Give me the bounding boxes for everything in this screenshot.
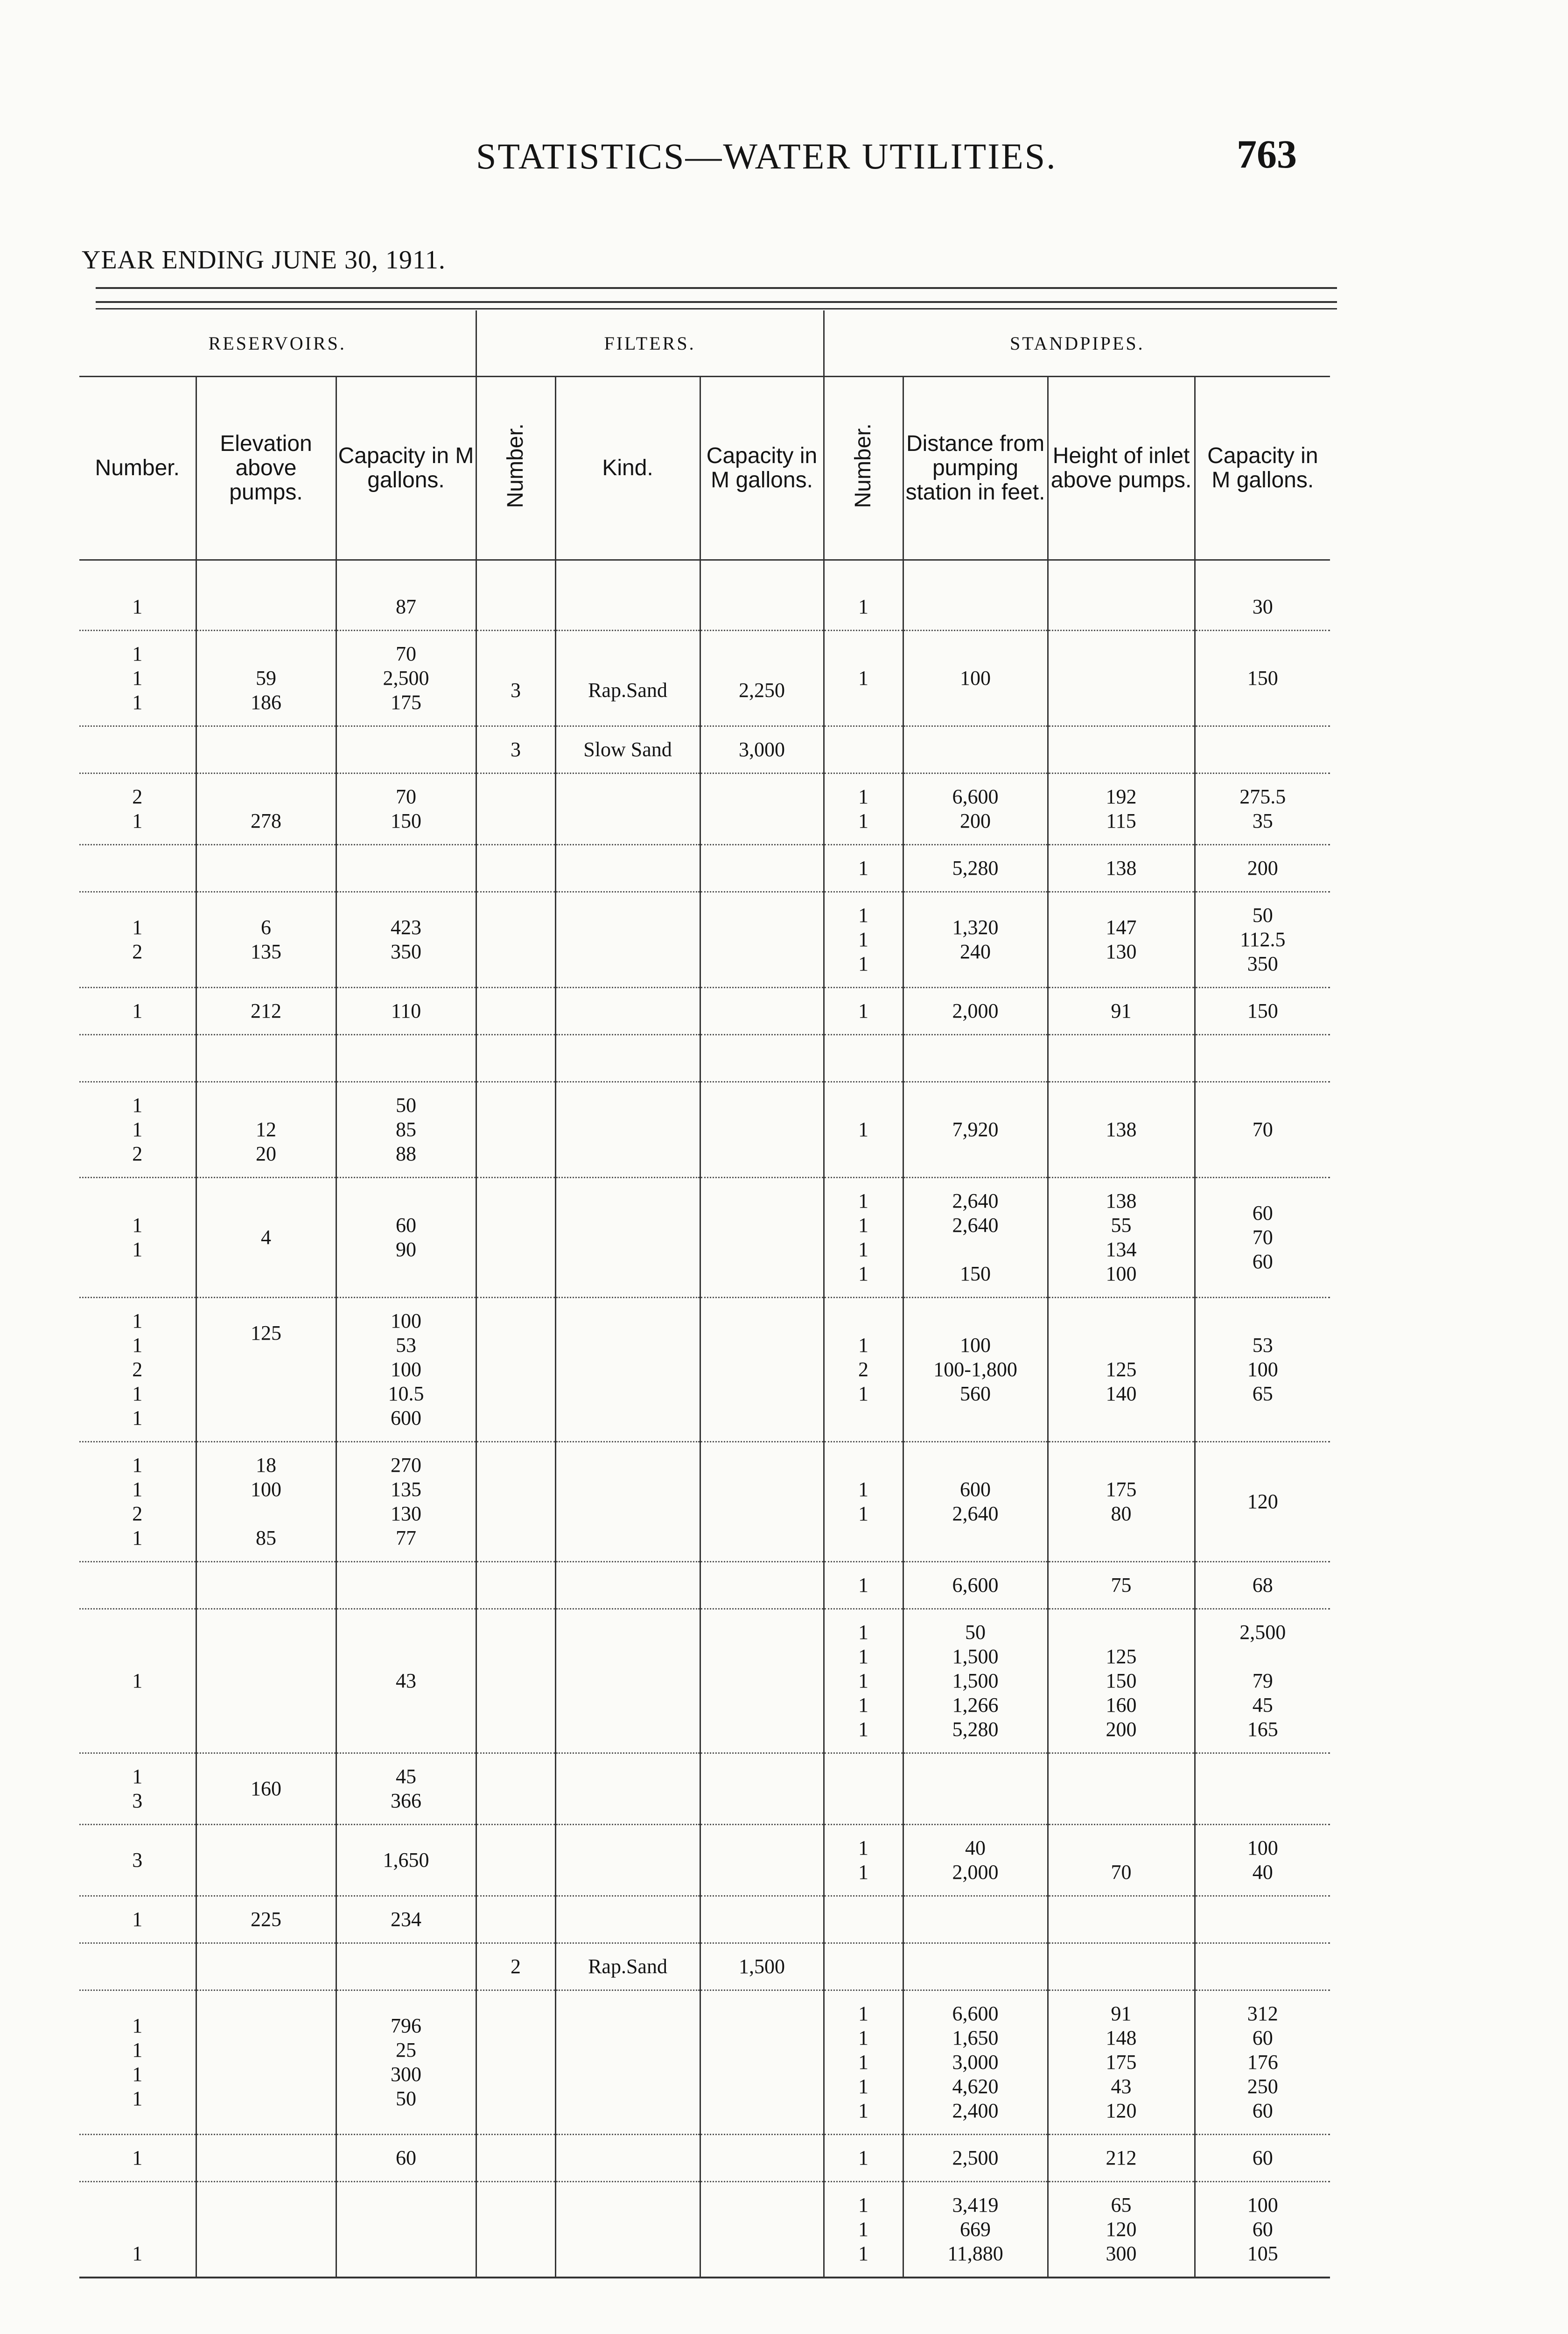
cell-fil-kind: Slow Sand bbox=[555, 726, 700, 773]
table-row bbox=[79, 988, 1330, 1035]
cell-res-capacity: 270 135 130 77 bbox=[336, 1442, 476, 1562]
cell-std-number: 1 bbox=[824, 988, 903, 1035]
cell-std-number: 1 1 1 bbox=[824, 892, 903, 988]
cell-std-distance: 2,000 bbox=[903, 988, 1048, 1035]
table-row bbox=[79, 1178, 1330, 1298]
cell-res-elevation: 6 135 bbox=[196, 892, 336, 988]
cell-fil-capacity bbox=[700, 1990, 824, 2135]
cell-res-number bbox=[79, 1035, 196, 1082]
top-rule-thin bbox=[96, 308, 1337, 309]
spacer-cell bbox=[196, 560, 336, 584]
cell-std-capacity: 30 bbox=[1195, 584, 1330, 631]
cell-res-elevation: 18 100 85 bbox=[196, 1442, 336, 1562]
cell-std-number: 1 bbox=[824, 584, 903, 631]
cell-std-number: 1 1 1 1 1 bbox=[824, 1609, 903, 1753]
cell-std-distance: 3,419 669 11,880 bbox=[903, 2182, 1048, 2278]
cell-fil-number: 3 bbox=[476, 631, 555, 726]
cell-std-distance bbox=[903, 726, 1048, 773]
spacer-cell bbox=[336, 560, 476, 584]
cell-res-capacity: 70 150 bbox=[336, 773, 476, 845]
cell-fil-number bbox=[476, 1896, 555, 1943]
cell-std-distance: 5,280 bbox=[903, 845, 1048, 892]
cell-res-number: 1 1 1 1 bbox=[79, 1990, 196, 2135]
spacer-cell bbox=[824, 560, 903, 584]
cell-fil-kind bbox=[555, 845, 700, 892]
cell-res-number: 3 bbox=[79, 1825, 196, 1896]
cell-res-capacity: 234 bbox=[336, 1896, 476, 1943]
table-row bbox=[79, 773, 1330, 845]
table-row bbox=[79, 845, 1330, 892]
cell-res-elevation: 160 bbox=[196, 1753, 336, 1825]
cell-std-height: 192 115 bbox=[1048, 773, 1195, 845]
col-header-fil-capacity: Capacity in M gallons. bbox=[700, 377, 824, 560]
cell-fil-number: 3 bbox=[476, 726, 555, 773]
cell-fil-capacity bbox=[700, 1753, 824, 1825]
cell-std-distance: 6,600 bbox=[903, 1562, 1048, 1609]
cell-std-number: 1 bbox=[824, 1082, 903, 1178]
group-header-filters: FILTERS. bbox=[476, 310, 824, 377]
spacer-cell bbox=[1048, 560, 1195, 584]
cell-fil-kind bbox=[555, 1178, 700, 1298]
table-row bbox=[79, 1442, 1330, 1562]
spacer-cell bbox=[79, 560, 196, 584]
cell-std-distance: 6,600 1,650 3,000 4,620 2,400 bbox=[903, 1990, 1048, 2135]
cell-fil-capacity bbox=[700, 1082, 824, 1178]
col-header-fil-number bbox=[476, 377, 555, 560]
cell-std-height: 147 130 bbox=[1048, 892, 1195, 988]
cell-res-capacity bbox=[336, 845, 476, 892]
cell-std-distance: 6,600 200 bbox=[903, 773, 1048, 845]
cell-res-elevation: 212 bbox=[196, 988, 336, 1035]
col-header-std-number-text: Number. bbox=[851, 423, 876, 508]
col-header-std-distance: Distance from pumping station in feet. bbox=[903, 377, 1048, 560]
cell-res-elevation bbox=[196, 1609, 336, 1753]
cell-std-distance: 7,920 bbox=[903, 1082, 1048, 1178]
cell-std-capacity: 312 60 176 250 60 bbox=[1195, 1990, 1330, 2135]
table-row bbox=[79, 1825, 1330, 1896]
cell-res-number: 1 bbox=[79, 988, 196, 1035]
cell-std-capacity: 150 bbox=[1195, 988, 1330, 1035]
cell-std-height bbox=[1048, 1035, 1195, 1082]
group-header-standpipes: STANDPIPES. bbox=[824, 310, 1330, 377]
cell-std-height: 91 148 175 43 120 bbox=[1048, 1990, 1195, 2135]
table-row bbox=[79, 2182, 1330, 2278]
cell-std-height bbox=[1048, 1896, 1195, 1943]
cell-std-height bbox=[1048, 1943, 1195, 1990]
cell-fil-capacity bbox=[700, 1896, 824, 1943]
cell-res-number bbox=[79, 845, 196, 892]
table-row bbox=[79, 1082, 1330, 1178]
cell-res-capacity: 60 90 bbox=[336, 1178, 476, 1298]
cell-std-height: 138 bbox=[1048, 1082, 1195, 1178]
cell-fil-number bbox=[476, 1562, 555, 1609]
cell-fil-kind: Rap.Sand bbox=[555, 1943, 700, 1990]
table-row bbox=[79, 1990, 1330, 2135]
cell-std-capacity: 70 bbox=[1195, 1082, 1330, 1178]
col-header-std-number bbox=[824, 377, 903, 560]
cell-fil-number bbox=[476, 1990, 555, 2135]
cell-std-height: 75 bbox=[1048, 1562, 1195, 1609]
cell-fil-capacity bbox=[700, 1442, 824, 1562]
cell-std-number: 1 2 1 bbox=[824, 1298, 903, 1442]
spacer-cell bbox=[700, 560, 824, 584]
cell-fil-capacity bbox=[700, 988, 824, 1035]
col-header-res-elevation: Elevation above pumps. bbox=[196, 377, 336, 560]
cell-res-elevation: 278 bbox=[196, 773, 336, 845]
cell-res-elevation bbox=[196, 726, 336, 773]
cell-fil-number bbox=[476, 1442, 555, 1562]
cell-res-capacity: 423 350 bbox=[336, 892, 476, 988]
cell-res-elevation bbox=[196, 2135, 336, 2182]
cell-fil-kind bbox=[555, 2182, 700, 2278]
cell-fil-capacity bbox=[700, 1562, 824, 1609]
cell-std-height: 125 150 160 200 bbox=[1048, 1609, 1195, 1753]
cell-res-capacity bbox=[336, 1562, 476, 1609]
cell-std-number bbox=[824, 726, 903, 773]
cell-res-number: 1 bbox=[79, 2182, 196, 2278]
cell-fil-kind bbox=[555, 1753, 700, 1825]
cell-fil-number: 2 bbox=[476, 1943, 555, 1990]
cell-fil-number bbox=[476, 1035, 555, 1082]
water-utilities-table bbox=[79, 310, 1330, 2278]
table-row bbox=[79, 1609, 1330, 1753]
cell-fil-kind bbox=[555, 1298, 700, 1442]
col-header-fil-number-text: Number. bbox=[503, 423, 528, 508]
page-number: 763 bbox=[1237, 132, 1297, 176]
cell-std-capacity bbox=[1195, 1753, 1330, 1825]
cell-std-height: 138 55 134 100 bbox=[1048, 1178, 1195, 1298]
cell-fil-number bbox=[476, 1609, 555, 1753]
cell-std-distance: 2,640 2,640 150 bbox=[903, 1178, 1048, 1298]
cell-fil-capacity bbox=[700, 1609, 824, 1753]
cell-fil-kind bbox=[555, 1035, 700, 1082]
cell-fil-kind bbox=[555, 584, 700, 631]
cell-fil-number bbox=[476, 773, 555, 845]
cell-res-number: 2 1 bbox=[79, 773, 196, 845]
cell-std-capacity: 68 bbox=[1195, 1562, 1330, 1609]
spacer-row bbox=[79, 560, 1330, 584]
cell-std-height: 212 bbox=[1048, 2135, 1195, 2182]
cell-std-number: 1 1 bbox=[824, 773, 903, 845]
cell-res-number: 1 1 1 bbox=[79, 631, 196, 726]
table-row bbox=[79, 726, 1330, 773]
cell-std-height bbox=[1048, 631, 1195, 726]
cell-res-number: 1 bbox=[79, 2135, 196, 2182]
cell-fil-kind bbox=[555, 1825, 700, 1896]
cell-fil-kind bbox=[555, 988, 700, 1035]
cell-std-distance: 2,500 bbox=[903, 2135, 1048, 2182]
cell-fil-number bbox=[476, 845, 555, 892]
spacer-cell bbox=[903, 560, 1048, 584]
cell-res-elevation bbox=[196, 845, 336, 892]
cell-std-distance bbox=[903, 1753, 1048, 1825]
cell-res-capacity: 1,650 bbox=[336, 1825, 476, 1896]
cell-std-capacity: 200 bbox=[1195, 845, 1330, 892]
table-row bbox=[79, 1753, 1330, 1825]
table-row bbox=[79, 631, 1330, 726]
table-row bbox=[79, 1562, 1330, 1609]
cell-std-capacity: 53 100 65 bbox=[1195, 1298, 1330, 1442]
col-header-fil-kind: Kind. bbox=[555, 377, 700, 560]
cell-std-height: 175 80 bbox=[1048, 1442, 1195, 1562]
cell-fil-kind bbox=[555, 2135, 700, 2182]
cell-fil-capacity bbox=[700, 1298, 824, 1442]
cell-res-capacity: 796 25 300 50 bbox=[336, 1990, 476, 2135]
top-rule-double bbox=[96, 301, 1337, 303]
cell-std-capacity: 120 bbox=[1195, 1442, 1330, 1562]
cell-std-number: 1 1 bbox=[824, 1825, 903, 1896]
cell-res-capacity: 100 53 100 10.5 600 bbox=[336, 1298, 476, 1442]
cell-res-number: 1 3 bbox=[79, 1753, 196, 1825]
page-header-title: STATISTICS—WATER UTILITIES. bbox=[476, 136, 1057, 176]
cell-res-capacity: 87 bbox=[336, 584, 476, 631]
cell-std-height: 138 bbox=[1048, 845, 1195, 892]
cell-res-capacity: 60 bbox=[336, 2135, 476, 2182]
cell-std-number: 1 1 bbox=[824, 1442, 903, 1562]
cell-std-distance bbox=[903, 1896, 1048, 1943]
cell-fil-capacity bbox=[700, 1178, 824, 1298]
cell-res-capacity bbox=[336, 1035, 476, 1082]
cell-std-capacity bbox=[1195, 1896, 1330, 1943]
cell-std-distance bbox=[903, 1035, 1048, 1082]
cell-res-capacity: 43 bbox=[336, 1609, 476, 1753]
cell-res-elevation: 125 bbox=[196, 1298, 336, 1442]
group-header-reservoirs: RESERVOIRS. bbox=[79, 310, 476, 377]
cell-fil-capacity bbox=[700, 773, 824, 845]
cell-fil-number bbox=[476, 988, 555, 1035]
cell-res-number: 1 bbox=[79, 584, 196, 631]
cell-fil-number bbox=[476, 1298, 555, 1442]
cell-std-number bbox=[824, 1896, 903, 1943]
cell-std-capacity: 275.5 35 bbox=[1195, 773, 1330, 845]
col-header-res-capacity: Capacity in M gallons. bbox=[336, 377, 476, 560]
cell-fil-kind bbox=[555, 1609, 700, 1753]
cell-std-number bbox=[824, 1943, 903, 1990]
spacer-cell bbox=[1195, 560, 1330, 584]
cell-std-capacity bbox=[1195, 1943, 1330, 1990]
col-header-std-capacity: Capacity in M gallons. bbox=[1195, 377, 1330, 560]
cell-fil-kind bbox=[555, 1442, 700, 1562]
table-row bbox=[79, 1943, 1330, 1990]
cell-std-capacity: 60 70 60 bbox=[1195, 1178, 1330, 1298]
cell-fil-number bbox=[476, 1825, 555, 1896]
cell-fil-number bbox=[476, 892, 555, 988]
cell-fil-capacity: 3,000 bbox=[700, 726, 824, 773]
cell-std-distance: 100 100-1,800 560 bbox=[903, 1298, 1048, 1442]
spacer-cell bbox=[476, 560, 555, 584]
cell-fil-capacity bbox=[700, 892, 824, 988]
cell-res-capacity bbox=[336, 726, 476, 773]
cell-res-elevation bbox=[196, 584, 336, 631]
cell-std-height bbox=[1048, 726, 1195, 773]
cell-std-capacity: 100 60 105 bbox=[1195, 2182, 1330, 2278]
cell-std-height: 91 bbox=[1048, 988, 1195, 1035]
cell-res-elevation: 59 186 bbox=[196, 631, 336, 726]
cell-std-number: 1 bbox=[824, 631, 903, 726]
cell-std-height bbox=[1048, 1753, 1195, 1825]
cell-std-number: 1 bbox=[824, 845, 903, 892]
table-row bbox=[79, 2135, 1330, 2182]
cell-res-number: 1 1 bbox=[79, 1178, 196, 1298]
cell-std-capacity: 2,500 79 45 165 bbox=[1195, 1609, 1330, 1753]
cell-std-height: 65 120 300 bbox=[1048, 2182, 1195, 2278]
cell-res-elevation: 4 bbox=[196, 1178, 336, 1298]
cell-fil-capacity bbox=[700, 1035, 824, 1082]
cell-res-number: 1 2 bbox=[79, 892, 196, 988]
cell-std-number: 1 1 1 1 bbox=[824, 1178, 903, 1298]
cell-res-elevation bbox=[196, 1825, 336, 1896]
table-row bbox=[79, 1035, 1330, 1082]
cell-std-distance bbox=[903, 1943, 1048, 1990]
table-row bbox=[79, 1896, 1330, 1943]
cell-fil-number bbox=[476, 2182, 555, 2278]
cell-res-number bbox=[79, 726, 196, 773]
cell-res-elevation bbox=[196, 1562, 336, 1609]
cell-res-number: 1 1 2 1 bbox=[79, 1442, 196, 1562]
cell-std-height: 70 bbox=[1048, 1825, 1195, 1896]
cell-fil-number bbox=[476, 584, 555, 631]
cell-std-distance: 600 2,640 bbox=[903, 1442, 1048, 1562]
cell-std-number: 1 1 1 1 1 bbox=[824, 1990, 903, 2135]
cell-res-number bbox=[79, 1943, 196, 1990]
table-subtitle: YEAR ENDING JUNE 30, 1911. bbox=[82, 246, 446, 274]
cell-std-number: 1 bbox=[824, 2135, 903, 2182]
cell-fil-kind bbox=[555, 892, 700, 988]
cell-std-height: 125 140 bbox=[1048, 1298, 1195, 1442]
cell-res-elevation: 12 20 bbox=[196, 1082, 336, 1178]
cell-res-number: 1 1 2 1 1 bbox=[79, 1298, 196, 1442]
cell-fil-kind bbox=[555, 1896, 700, 1943]
cell-std-height bbox=[1048, 584, 1195, 631]
cell-fil-number bbox=[476, 1178, 555, 1298]
cell-fil-capacity bbox=[700, 2135, 824, 2182]
cell-res-capacity bbox=[336, 2182, 476, 2278]
cell-res-capacity bbox=[336, 1943, 476, 1990]
cell-fil-number bbox=[476, 1753, 555, 1825]
spacer-cell bbox=[555, 560, 700, 584]
cell-std-capacity bbox=[1195, 726, 1330, 773]
top-rule bbox=[96, 287, 1337, 289]
cell-fil-kind bbox=[555, 1562, 700, 1609]
cell-res-number: 1 bbox=[79, 1609, 196, 1753]
cell-fil-number bbox=[476, 2135, 555, 2182]
cell-fil-number bbox=[476, 1082, 555, 1178]
table-row bbox=[79, 892, 1330, 988]
cell-std-distance: 1,320 240 bbox=[903, 892, 1048, 988]
cell-res-capacity: 45 366 bbox=[336, 1753, 476, 1825]
cell-fil-capacity bbox=[700, 845, 824, 892]
cell-fil-capacity: 2,250 bbox=[700, 631, 824, 726]
cell-fil-kind: Rap.Sand bbox=[555, 631, 700, 726]
cell-std-number: 1 bbox=[824, 1562, 903, 1609]
cell-std-number bbox=[824, 1753, 903, 1825]
table-row bbox=[79, 584, 1330, 631]
cell-fil-capacity: 1,500 bbox=[700, 1943, 824, 1990]
cell-std-capacity: 50 112.5 350 bbox=[1195, 892, 1330, 988]
cell-res-elevation: 225 bbox=[196, 1896, 336, 1943]
cell-res-number: 1 bbox=[79, 1896, 196, 1943]
cell-fil-kind bbox=[555, 1990, 700, 2135]
cell-std-number bbox=[824, 1035, 903, 1082]
col-header-std-height: Height of inlet above pumps. bbox=[1048, 377, 1195, 560]
cell-fil-capacity bbox=[700, 2182, 824, 2278]
cell-res-elevation bbox=[196, 2182, 336, 2278]
cell-std-distance: 100 bbox=[903, 631, 1048, 726]
cell-fil-kind bbox=[555, 773, 700, 845]
cell-std-distance bbox=[903, 584, 1048, 631]
cell-std-capacity: 150 bbox=[1195, 631, 1330, 726]
cell-std-capacity: 100 40 bbox=[1195, 1825, 1330, 1896]
cell-res-elevation bbox=[196, 1990, 336, 2135]
cell-res-number bbox=[79, 1562, 196, 1609]
table-row bbox=[79, 1298, 1330, 1442]
cell-std-capacity bbox=[1195, 1035, 1330, 1082]
cell-std-distance: 40 2,000 bbox=[903, 1825, 1048, 1896]
cell-std-distance: 50 1,500 1,500 1,266 5,280 bbox=[903, 1609, 1048, 1753]
cell-std-number: 1 1 1 bbox=[824, 2182, 903, 2278]
cell-res-capacity: 70 2,500 175 bbox=[336, 631, 476, 726]
cell-res-elevation bbox=[196, 1943, 336, 1990]
cell-res-elevation bbox=[196, 1035, 336, 1082]
cell-res-number: 1 1 2 bbox=[79, 1082, 196, 1178]
cell-fil-capacity bbox=[700, 1825, 824, 1896]
col-header-res-number: Number. bbox=[79, 377, 196, 560]
cell-fil-capacity bbox=[700, 584, 824, 631]
cell-res-capacity: 50 85 88 bbox=[336, 1082, 476, 1178]
cell-res-capacity: 110 bbox=[336, 988, 476, 1035]
cell-std-capacity: 60 bbox=[1195, 2135, 1330, 2182]
cell-fil-kind bbox=[555, 1082, 700, 1178]
